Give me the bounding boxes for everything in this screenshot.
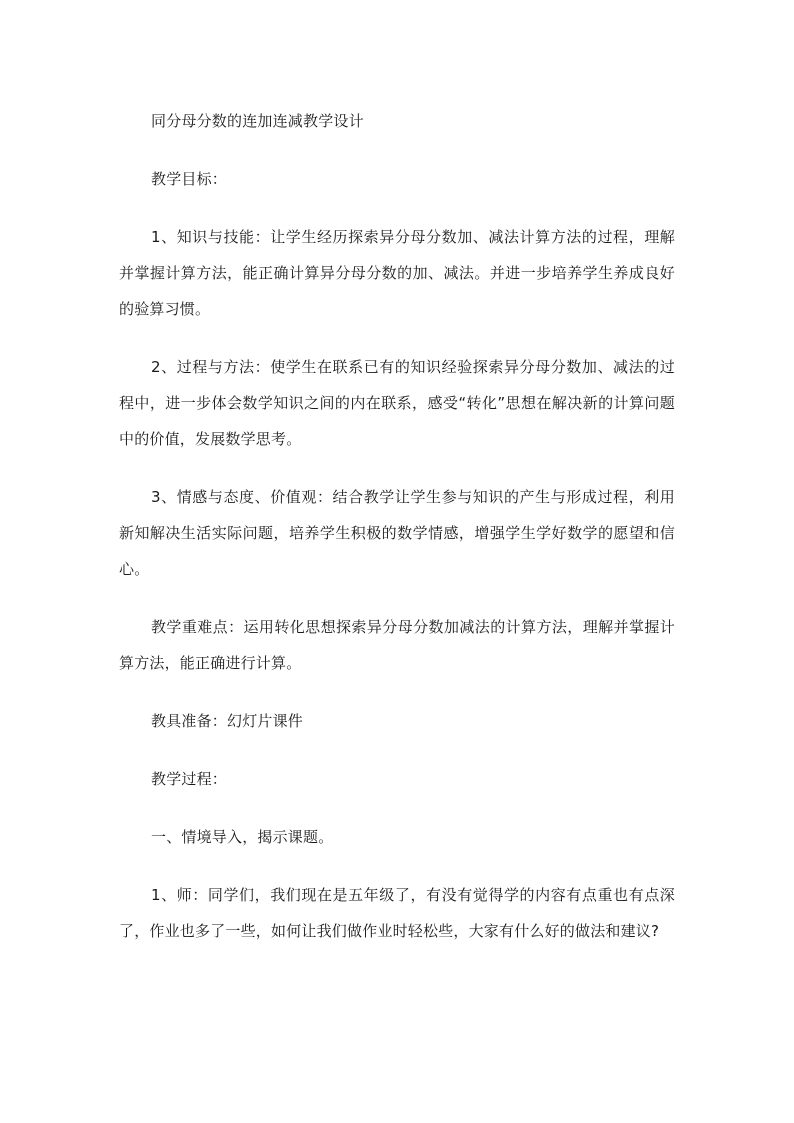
paragraph-spacer — [119, 197, 675, 219]
document-title: 同分母分数的连加连减教学设计 — [151, 112, 364, 130]
section-heading-process: 教学过程： — [151, 770, 228, 788]
section-heading-objectives: 教学目标： — [151, 170, 228, 188]
objective-process-methods: 2、过程与方法：使学生在联系已有的知识经验探索异分母分数加、减法的过程中，进一步体会数学知识之间的内在联系，感受“转化”思想在解决新的计算问题中的价值，发展数学思考。 — [119, 358, 675, 448]
objective-knowledge-skills: 1、知识与技能：让学生经历探索异分母分数加、减法计算方法的过程，理解并掌握计算方法，能正确计算异分母分数的加、减法。并进一步培养学生养成良好的验算习惯。 — [119, 228, 675, 318]
paragraph-spacer — [119, 855, 675, 877]
key-difficulties: 教学重难点：运用转化思想探索异分母分数加减法的计算方法，理解并掌握计算方法，能正确进行计算。 — [119, 618, 675, 672]
paragraph-spacer — [119, 739, 675, 761]
teaching-aids: 教具准备：幻灯片课件 — [151, 712, 304, 730]
paragraph-spacer — [119, 457, 675, 479]
paragraph-spacer — [119, 681, 675, 703]
paragraph-spacer — [119, 139, 675, 161]
objective-attitude-values: 3、情感与态度、价值观：结合教学让学生参与知识的产生与形成过程，利用新知解决生活实际问题，培养学生积极的数学情感，增强学生学好数学的愿望和信心。 — [119, 488, 675, 578]
step-introduction-heading: 一、情境导入，揭示课题。 — [151, 828, 334, 846]
paragraph-spacer — [119, 327, 675, 349]
paragraph-spacer — [119, 587, 675, 609]
paragraph-spacer — [119, 797, 675, 819]
document-body — [119, 103, 675, 949]
teacher-dialogue: 1、师：同学们，我们现在是五年级了，有没有觉得学的内容有点重也有点深了，作业也多了一些，如何让我们做作业时轻松些，大家有什么好的做法和建议? — [119, 886, 675, 940]
